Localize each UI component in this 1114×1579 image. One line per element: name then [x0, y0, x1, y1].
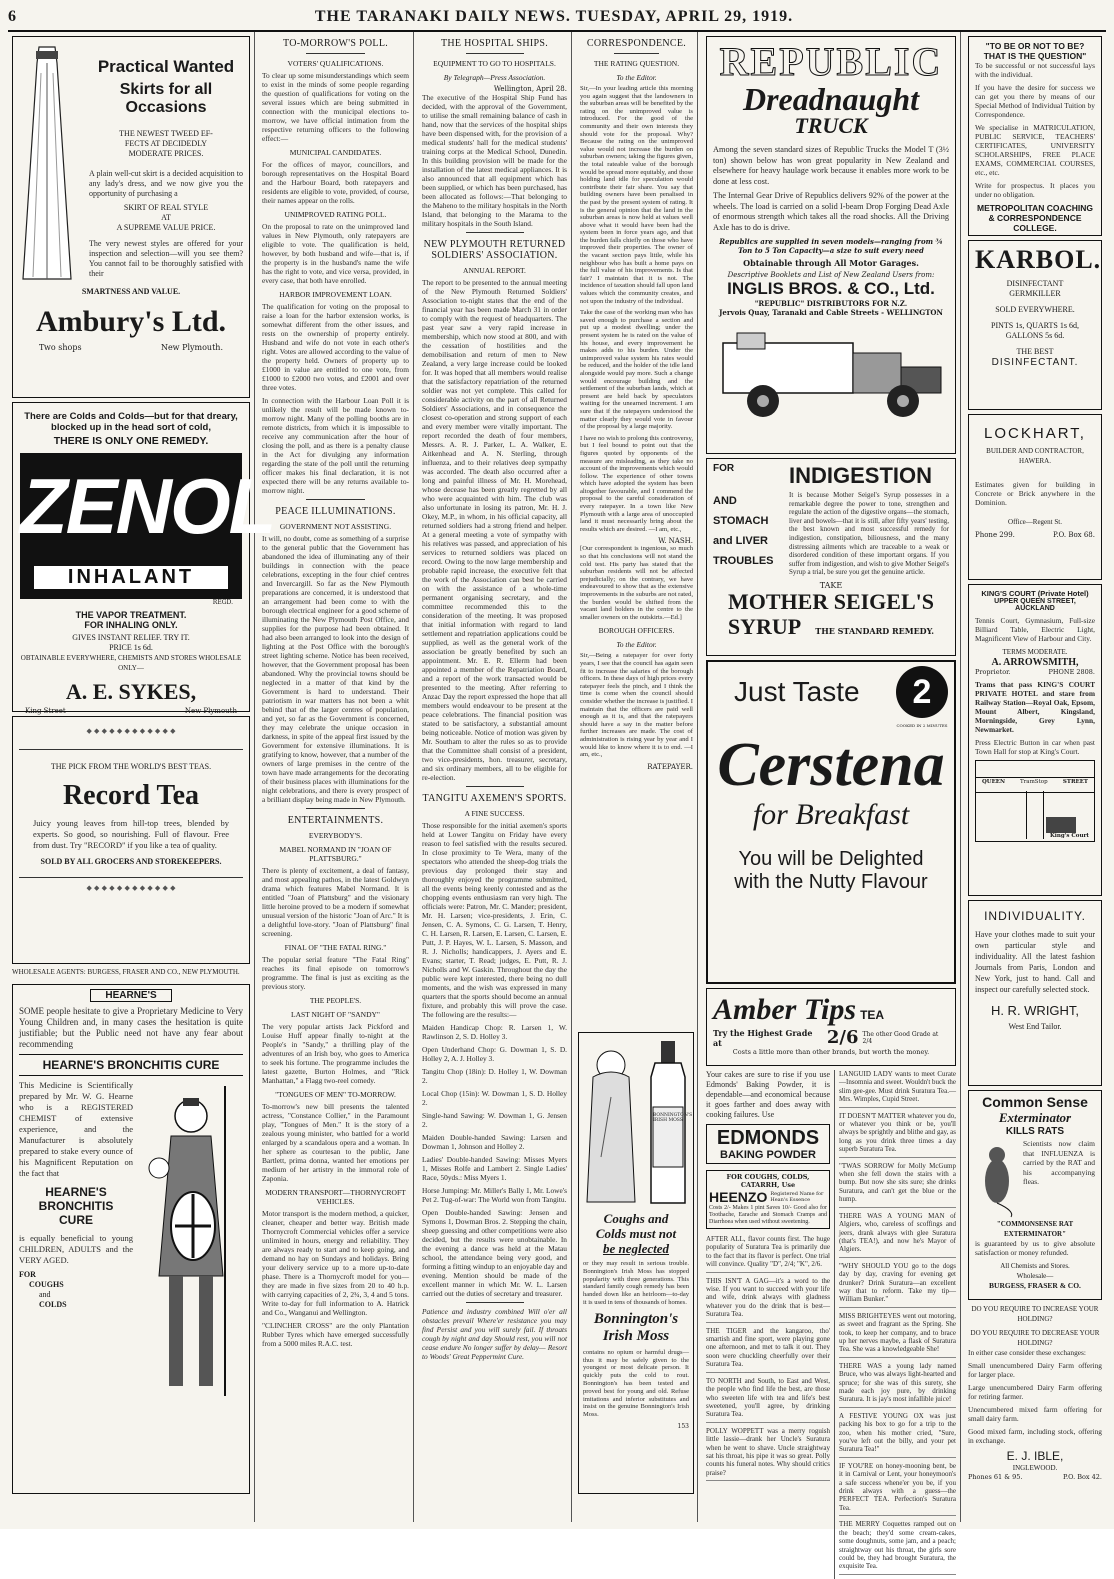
coughs-body-2: contains no opium or harmful drugs—thus it may be safely given to the youngest or most delicate person. It quickly puts the cold to rout. Bonnington's has been tested and proved best for young and old. Refuse imitations and inferior substitutes and insist on the genuine Bonnington's Irish Moss. — [583, 1348, 689, 1419]
karbol-dis2: DISINFECTANT. — [991, 357, 1079, 368]
lockhart-phone: Phone 299. — [975, 531, 1015, 539]
column-6 — [964, 32, 1106, 1522]
street-map — [975, 760, 1095, 842]
zenol-remedy: THERE IS ONLY ONE REMEDY. — [53, 435, 209, 447]
zenol-sykes: A. E. SYKES, — [65, 679, 197, 704]
lockhart-advert — [968, 414, 1102, 580]
cs-whole: Wholesale— — [1016, 1272, 1054, 1280]
karbol-advert — [968, 240, 1102, 410]
ambury-shops: Two shops — [39, 343, 82, 352]
ible-name: E. J. IBLE, — [1006, 1449, 1064, 1463]
kings-phone: PHONE 2808. — [1048, 668, 1095, 676]
map-kings-court: King's Court — [1050, 833, 1089, 839]
seigel-body: It is because Mother Seigel's Syrup possesses in a remarkable degree the power to tone, strengthen and regulate the action of the digestive organs—the stomach, liver and bowels—that it is still, after fifty years' testing, the best known and most successful remedy for indigestion, constipation, biliousness, and the many distressing ailments which are traceable to a weak or disordered condition of these important organs. If you suffer from indigestion, and wish to give Mother Seigel's Syrup a trial, be sure you get the genuine article. — [789, 491, 949, 577]
suratura-quip: IT DOESN'T MATTER whatever you do, or whatever you think or be, you'll always be sprightly and blithe and gay, as long as you drink three times a day superb Suratura Tea. — [839, 1112, 956, 1158]
article-paragraph: In connection with the Harbour Loan Poll it is unlikely the result will be made known to-morrow night. Many of the polling booths are in remote districts, from which it is impossible to receive any communication after the hour of closing the poll, and as there is a penalty clause in the Act for divulging any information regarding the state of the poll until the returning officer makes his final declaration, it is not expected there will be any returns available to-morrow night. — [262, 396, 409, 495]
heenzo-body: Costs 2/- Makes 1 pint Saves 10/- Good also for Toothache, Earache and Stomach Cramps and Diarrhoea when used without sweetening. — [709, 1205, 827, 1225]
to-editor: To the Editor. — [616, 73, 657, 82]
article-subheading: MODERN TRANSPORT—THORNYCROFT VEHICLES. — [265, 1188, 406, 1206]
ambury-value: A SUPREME VALUE PRICE. — [116, 223, 216, 232]
letter-signature: RATEPAYER. — [647, 762, 693, 771]
column-4 — [576, 32, 698, 1522]
republic-body-2: The Internal Gear Drive of Republics delivers 92% of the power at the wheels. The load is carried on a solid I-beam Drop Forging Dead Axle of enormous strength which takes all the road shocks. All the Driving Axle has to do is drive. — [713, 191, 949, 232]
ambury-line: THE NEWEST TWEED EF- — [119, 129, 213, 138]
republic-advert — [706, 36, 956, 454]
record-tea-advert — [12, 716, 250, 964]
ambury-line: FECTS AT DECIDEDLY — [124, 139, 208, 148]
kings-upper: UPPER QUEEN STREET, AUCKLAND — [994, 598, 1076, 612]
article-heading: TANGITU AXEMEN'S SPORTS. — [422, 793, 567, 804]
hearne-eq: is equally beneficial to young CHILDREN, ADULTS and the VERY AGED. — [19, 1233, 133, 1265]
kings-prop: Proprietor. — [975, 668, 1011, 676]
heenzo-reg: Registered Name for Hean's Essence — [770, 1191, 824, 1203]
hearne-name: HEARNE'S BRONCHITIS CURE — [19, 1054, 243, 1076]
lockhart-builder: BUILDER AND CONTRACTOR, — [986, 447, 1084, 455]
hearne-coughs: COUGHS — [29, 1280, 64, 1289]
karbol-pints: PINTS 1s, QUARTS 1s 6d, GALLONS 5s 6d. — [991, 321, 1079, 340]
ible-dy2: DO YOU REQUIRE TO DECREASE YOUR HOLDING? — [970, 1329, 1100, 1347]
kings-p3: Press Electric Button in car when past Town Hall for stop at King's Court. — [975, 738, 1095, 756]
record-sold: SOLD BY ALL GROCERS AND STOREKEEPERS. — [40, 857, 222, 866]
article-paragraph: To-morrow's new bill presents the talented actress, "Constance Collier," in the Paramount play, "Tongues of Men." It is the story of a zealous young minister, who battled for a world enlarged by a scandalous opera and a woman. In her sphere as courtesan to the public, Jane Bartlett, prima donna, wanted her emotions per medium of her artistry in the immoral role of Zaponia. — [262, 1102, 409, 1183]
article-heading: THE HOSPITAL SHIPS. — [440, 38, 549, 49]
suratura-quip: LANGUID LADY wants to meet Curate—Insomnia and sweet. Wouldn't buck the slim gee-gee. Must drink Suratura Tea.—Mrs. Wimples, Cupid Street. — [839, 1070, 956, 1108]
decor-top: ◆ ◆ ◆ ◆ ◆ ◆ ◆ ◆ ◆ ◆ ◆ ◆ — [19, 721, 243, 750]
article-heading: NEW PLYMOUTH RETURNED SOLDIERS' ASSOCIATION. — [423, 239, 566, 261]
hearne-tag: HEARNE'S — [90, 989, 172, 1002]
amber-try: Try the Highest Grade at — [713, 1027, 813, 1048]
kings-p1: Tennis Court, Gymnasium, Full-size Billiard Table, Electric Light, Magnificent View of Harbour and City. — [975, 616, 1095, 643]
kings-name: KING'S COURT (Private Hotel) — [981, 589, 1089, 598]
decor-bottom: ◆ ◆ ◆ ◆ ◆ ◆ ◆ ◆ ◆ ◆ ◆ ◆ — [19, 877, 243, 906]
coughs-h2: Colds must not — [595, 1226, 677, 1241]
zenol-town: New Plymouth — [184, 707, 237, 715]
heenzo-for: FOR COUGHS, COLDS, CATARRH, Use — [726, 1173, 810, 1189]
ambury-town: New Plymouth. — [160, 343, 223, 352]
suratura-quip: POLLY WOPPETT was a merry roguish little lassie—drank her Uncle's Suratura when he went to shave. Uncle straightway sat his throat, his pipe it was so great. Polly counts his funeral notes. Why should critics praise? — [706, 1427, 830, 1481]
wright-tailor: West End Tailor. — [1008, 1022, 1062, 1031]
quips-right — [839, 1070, 956, 1575]
verse: Patience and industry combined Will o'er all obstacles prevail Where'er resistance you may find Persist and you will surely fail. If throats cough by night and day Should rest, you will not cease endure No longer suffer by delay— Resort to Woods' Great Peppermint Cure. — [422, 1307, 567, 1361]
met-p3: We specialise in MATRICULATION, PUBLIC SERVICE, TEACHERS' CERTIFICATES, UNIVERSITY SCHOLARSHIPS, FREE PLACE EXAMS, COMMERCIAL COURSES, etc., etc. — [975, 123, 1095, 177]
result-line: Local Chop (15in): W. Dowman 1, S. D. Holley 2. — [422, 1089, 567, 1107]
ible-dy1: DO YOU REQUIRE TO INCREASE YOUR HOLDING? — [971, 1305, 1099, 1323]
bonnington-advert — [578, 1032, 694, 1494]
result-line: Tangitu Chop (18in): D. Holley 1, W. Dowman 2. — [422, 1067, 567, 1085]
zenol-inhaling: FOR INHALING ONLY. — [84, 620, 178, 630]
hearne-intro: SOME people hesitate to give a Proprietary Medicine to Very Young Children and, in many cases the hesitation is quite justifiable; but the Public need not have any fear about recommending — [19, 1006, 243, 1049]
bottle-illustration — [645, 1037, 691, 1207]
cs-title: "COMMONSENSE RAT EXTERMINATOR" — [996, 1220, 1074, 1238]
heenzo-advert — [706, 1170, 830, 1229]
result-line: Single-hand Sawing: W. Dowman 1, G. Jensen 2. — [422, 1111, 567, 1129]
suratura-quip: "TWAS SORROW for Molly McGump when she fell down the stairs with a bump. But now she sits sure; she drinks Suratura, and can't get the blue or the hump. — [839, 1162, 956, 1208]
editor-note: [Our correspondent is ingenious, so much so that his conclusions will not stand the cold test. His party has stated that the suburban residents will not be affected prejudicially; on the contrary, we have endeavoured to show that as the extensive improvements in the suburbs are not rated, the burden would be shifted from the vacant land holders in the centre to the smaller owners on the outskirts.—Ed.] — [580, 545, 693, 621]
hearne-colds: COLDS — [39, 1300, 67, 1309]
column-1 — [8, 32, 275, 1522]
ible-dy3: In either case consider these exchanges: — [968, 1348, 1086, 1357]
article-subheading: EVERYBODY'S. — [308, 831, 363, 840]
republic-name: Dreadnaught — [742, 81, 920, 117]
suratura-quip: THE MERRY Coquettes ramped out on the beach; they'd some cream-cakes, some doughnuts, some jam, and a peach; straightway out his throat, the girls sore could be, they had brought Suratura, the exquisite Tea. — [839, 1520, 956, 1574]
edmonds-name: EDMONDS — [716, 1127, 820, 1149]
seigel-and: AND — [713, 495, 737, 507]
article-paragraph: Motor transport is the modern method, a quicker, cleaner, cheaper and better way. British made Thornycroft Commercial vehicles offer a service unlimited in hours, energy and reliability. They are always ready to start and to keep going, and demand no hay on Sundays and holidays. Bring your delivery service up to a more up-to-date phase. There is a Thornycroft model for you—they are made in five sizes from 20 to 40 h.p. with carrying capacities of 2, 2¾, 3, 4 and 5 tons. Write to-day for full information to A. Hatrick and Co., Wanganui and Wellington. — [262, 1209, 409, 1317]
karbol-dis: DISINFECTANT — [1006, 279, 1064, 288]
article-paragraph: The popular serial feature "The Fatal Ring" reaches its final episode on tomorrow's programme. The final is just as exciting as the previous story. — [262, 955, 409, 991]
cs-body: Scientists now claim that INFLUENZA is carried by the RAT and his accompanying fleas. — [1023, 1139, 1095, 1186]
article-subheading: VOTERS' QUALIFICATIONS. — [287, 59, 384, 68]
kings-court-advert — [968, 584, 1102, 896]
article-subheading: A FINE SUCCESS. — [464, 809, 525, 818]
lockhart-footer — [975, 531, 1095, 539]
seigel-syrup: SYRUP — [727, 613, 802, 639]
met-question: "TO BE OR NOT TO BE? THAT IS THE QUESTION" — [983, 41, 1087, 61]
cerstena-advert — [706, 660, 956, 984]
seigel-liver: and LIVER — [713, 535, 769, 547]
met-p2: If you have the desire for success we can get you there by means of our Special Method of Individual Tuition by Correspondence. — [975, 83, 1095, 119]
result-line: Open Underhand Chop: G. Dowman 1, S. D. Holley 2, A. J. Holley 3. — [422, 1045, 567, 1063]
masthead-title: THE TARANAKI DAILY NEWS. TUESDAY, APRIL 29, 1919. — [314, 8, 794, 25]
ible-dy6: Unencumbered mixed farm offering for small dairy farm. — [968, 1405, 1102, 1423]
ible-pob: P.O. Box 42. — [1063, 1473, 1102, 1481]
hearne-body: This Medicine is Scientifically prepared by Mr. W. G. Hearne who is a REGISTERED CHEMIST of extensive experience, and the Manufacturer is absolutely prepared to stake every ounce of his Magnificent Reputation on the fact that — [19, 1080, 133, 1178]
article-heading: TO-MORROW'S POLL. — [282, 38, 389, 49]
edmonds-bp: BAKING POWDER — [720, 1149, 816, 1161]
zenol-obtainable: OBTAINABLE EVERYWHERE, CHEMISTS AND STORES WHOLESALE ONLY— — [20, 654, 242, 672]
article-subheading: THE RATING QUESTION. — [593, 59, 680, 68]
ible-dy7: Good mixed farm, including stock, offering in exchange. — [968, 1427, 1102, 1445]
knight-illustration — [133, 1076, 243, 1406]
seigel-take: TAKE — [819, 580, 843, 590]
cerstena-delighted: You will be Delighted — [738, 848, 924, 870]
ible-advert — [968, 1304, 1102, 1481]
article-subheading: GOVERNMENT NOT ASSISTING. — [279, 522, 392, 531]
seigel-troubles: TROUBLES — [713, 555, 774, 567]
met-p1: To be successful or not successful lays with the individual. — [975, 61, 1095, 79]
seigel-stomach: STOMACH — [713, 515, 769, 527]
bottle-label: BONNINGTON'S IRISH MOSS — [653, 1113, 693, 1123]
coughs-h1: Coughs and — [603, 1211, 669, 1226]
amber-note: Costs a little more than other brands, but worth the money. — [732, 1048, 930, 1056]
article-paragraph: There is plenty of excitement, a deal of fantasy, and most appealing pathos, in the latest Goldwyn drama which features Mabel Normand. It is entitled "Joan of Plattsburg" and the visionary little heroine proved to be a modern if somewhat unusual version of the historic "Joan of Arc." It is a delightful love-story. "Joan of Plattsburg" final screening. — [262, 866, 409, 938]
ambury-heading-2: Skirts for all Occasions — [119, 81, 213, 116]
cerstena-nutty: with the Nutty Flavour — [734, 871, 928, 893]
record-agents: WHOLESALE AGENTS: BURGESS, FRASER AND CO., NEW PLYMOUTH. — [12, 968, 240, 976]
skirt-illustration — [19, 43, 75, 293]
kings-footer — [975, 668, 1095, 676]
zenol-street: King Street — [25, 707, 66, 715]
article-heading: PEACE ILLUMINATIONS. — [275, 506, 396, 517]
zenol-inhalant: INHALANT — [34, 566, 228, 589]
map-tram: TramStop — [1020, 779, 1048, 785]
lockhart-est: Estimates given for building in Concrete or Brick anywhere in the Dominion. — [975, 480, 1095, 507]
irish-moss: Irish Moss — [602, 1327, 670, 1344]
ible-footer — [968, 1473, 1102, 1481]
seigel-standard: THE STANDARD REMEDY. — [815, 625, 935, 636]
article-subheading: LAST NIGHT OF "SANDY" — [291, 1010, 380, 1019]
seigel-conditions — [713, 491, 789, 581]
seigel-advert — [706, 458, 956, 656]
article-subheading: THE PEOPLE'S. — [309, 996, 362, 1005]
ambury-at: AT — [161, 213, 171, 222]
article-paragraph: The executive of the Hospital Ship Fund has decided, with the approval of the Government, to utilise the small remaining balance of cash in hand, now that the services of the hospital ships have been dispensed with, for the provision of a medical students' hall for the medical students' training corps at the Medical School, Dunedin. In this building provision will be made for the installation of the latest medical appliances. It is also announced that all equipment which has been supplied, or which has been purchased, has been allocated as follows:—That belonging to the Maheno to the military hospitals in the North Island, that belonging to the Marama to the military hospitals in the South Island. — [422, 93, 567, 228]
record-pick: THE PICK FROM THE WORLD'S BEST TEAS. — [50, 762, 212, 771]
letter-paragraph: Sir,—In your leading article this morning you again suggest that the landowners in the suburban areas will be benefited by the rating on the unimproved value is introduced. For the good of the community and their own interests they should vote for the proposal. Why? Because the rating on the unimproved value would not increase the burden on suburban owners; taking the figures given, the total rateable value of the borough would be spread more equitably, and those holding land idle for speculation would contribute their fair share. You say that building owners have been penalised in the past by the present system of rating. It is the general opinion that the land in the suburban areas is now held at values well above what it would have been had the system been in force years ago, and that the burden falls chiefly on those who have improved their properties. The owner of the vacant section pays little, while his neighbour who has built a home pays on the full value of his improvements. Is that fair? I maintain that it is not. The incidence of taxation should fall upon land values which the community creates, and not upon the industry of the individual. — [580, 85, 693, 305]
wright-name: H. R. WRIGHT, — [990, 1003, 1080, 1018]
article-subheading: FINAL OF "THE FATAL RING." — [284, 943, 387, 952]
letter-paragraph: Take the case of the working man who has saved enough to purchase a section and put up a modest dwelling; under the present system he is rated on the value of his house, and every improvement he makes adds to his burden. Under the unimproved value system his rates would be reduced, and the holder of the idle land alongside would pay more. Such a change would encourage building and the settlement of the suburban lands, which at present are held back by speculators waiting for the unearned increment. I am sure that if the ratepayers understood the matter clearly they would vote in favour of the proposal by a large majority. — [580, 309, 693, 431]
ambury-smartness: SMARTNESS AND VALUE. — [81, 287, 181, 296]
map-street: STREET — [1062, 779, 1088, 785]
ambury-heading-1: Practical Wanted — [97, 57, 235, 76]
column-3 — [418, 32, 572, 1522]
cerstena-for: for Breakfast — [752, 798, 910, 831]
record-name: Record Tea — [62, 780, 200, 811]
lockhart-pob: P.O. Box 68. — [1053, 531, 1095, 539]
hearne-and: and — [39, 1290, 51, 1299]
karbol-best: THE BEST — [1016, 347, 1054, 356]
article-subheading: MUNICIPAL CANDIDATES. — [289, 148, 382, 157]
seigel-indigestion: INDIGESTION — [789, 463, 933, 488]
zenol-price: PRICE 1s 6d. — [109, 643, 153, 652]
article-paragraph: It will, no doubt, come as something of a surprise to the general public that the Government has abandoned the idea of illuminating any of their buildings in connection with the peace celebrations, excepting in the four chief centres and Invercargill. So far as the New Plymouth preparations are concerned, it is understood that an arrangement had been come to with the borough electrical engineer for a good scheme of illuminating the New Plymouth Post Office, and supplies for the purpose had been obtained. It had also been arranged to look into the design of lighting at the Post Office with the borough's street lighting scheme. Notice has been received, however, that the Government proposal has been abandoned. Why the provincial towns should be neglected in a matter of that kind by the Government is hard to understand. Their patriotism in war matters has not been a whit behind that of the larger centres of population, and yet, so far as the Government is concerned, they may celebrate the unique occasion in darkness, in spite of the appeal first issued by the Government for extensive illuminations. It is gratifying to know, however, that a number of the owners of large premises in the centre of the town have made arrangements for the decorating of their business places with illuminations for the night celebrations, and there is every prospect of a brilliant display being made in New Plymouth. — [262, 534, 409, 804]
karbol-name: KARBOL. — [975, 245, 1102, 274]
article-paragraph: To clear up some misunderstandings which seem to exist in the minds of some people regarding the question of qualifications for voting on the several issues which are being submitted in connection with the municipal elections to-morrow, we have official intimation from the respective returning officers to the following effect:— — [262, 71, 409, 143]
dateline-place: Wellington, April 28. — [493, 85, 567, 93]
article-paragraph: The report to be presented to the annual meeting of the New Plymouth Returned Soldiers' Association to-night states that the end of the financial year has been made March 31 in order to comply with the request of headquarters. The past year saw a very rapid increase in membership, which now stood at 800, and with the cessation of hostilities and the demobilisation and return of men to New Zealand, a very large increase could be looked for. It was hoped that all members would realise that the satisfactory repatriation of the returned soldier was not yet complete. This called for considerable activity on the part of all Returned Soldiers' Associations, and in consequence the closest co-operation and strong support of each and every member were vitally important. The report recorded the death of four members, Messrs. A. R. J. Parker, L. A. Walker, E. Aitkenhead and A. N. Sterling, through influenza, and to their relatives deep sympathy was accorded. The death also occurred after a long and painful illness of Mr. H. Morehead, whose decease has been greatly regretted by all who were acquainted with him. The club was also unfortunate in losing its patron, Mr. H. J. Okey, M.P., in whom, in his official capacity, all returned soldiers had a strong friend and helper. At a general meeting a vote of sympathy with his relatives was passed, and appreciation of his services to returned soldiers was placed on record. Owing to the now large membership and probable rapid increase, the executive felt that the work of the Association can best be carried on with the assistance of a whole-time permanent organising secretary, and the committee recommended this to the consideration of the meeting. It was proposed that initial information with regard to land settlement and repatriation applications could be supplied, as well as the general work of the association be greatly benefited by such an appointment. Mr. E. R. Ellerm had been appointed a member of the Repatriation Board, and a report of the work transacted would be presented to the meeting. After referring to Anzac Day the report expressed the hope that all members would endeavour to be present at the peace celebrations. The financial position was stated to be satisfactory, a substantial amount being noticeable. Notice of motion was given by Mr. Southam to alter the rules so as to provide that the Committee shall consist of a president, two vice-presidents, hon. treasurer, secretary, and six ordinary members, all to be eligible for re-election. — [422, 278, 567, 782]
zenol-logo — [20, 453, 275, 599]
article-paragraph: Those responsible for the initial axemen's sports held at Lower Tangitu on Friday have every reason to feel satisfied with the results secured. In close proximity to Te Wera, many of the spectators who attended the sheep-dog trials the previous day prolonged their stay and thoroughly enjoyed the programme submitted, all the events being keenly contested and as the chopping events enthusiasm ran very high. The officials were: Patron, Mr. C. Mander; president, Mr. H. Larsen; vice-presidents, J. Erin, C. Jensen, C. A. Symons, C. G. Larsen, T. Henry, C. H. Larsen, R. Larsen, E. Larsen, C. Larsen, E. Putt, J. P. Hayes, W. L. Larsen, S. Masson, and R. J. Nicholls; handicappers, J. Ayers and E. Evans; starter, T. Read; judges, E. Putt, R. J. Nicholls and W. Gaskin. Throughout the day the public were kept interested, there being no dull moments, and the wish was expressed in many quarters that the sports should become an annual fixture, and probably this will prove the case. The following are the results:— — [422, 821, 567, 1019]
edmonds-intro: Your cakes are sure to rise if you use Edmonds' Baking Powder, it is dependable—and economical because it goes farther and does away with cooking failures. Use — [706, 1070, 830, 1119]
cs-line-1: Common Sense — [982, 1094, 1088, 1110]
metropolitan-advert — [968, 36, 1102, 236]
kings-p2: Trams that pass KING'S COURT PRIVATE HOTEL and stare from Railway Station—Royal Oak, Epsom, Mount Albert, Kingsland, Morningside, Grey Lynn, Newmarket. — [975, 680, 1095, 734]
kings-arrow: A. ARROWSMITH, — [991, 657, 1079, 668]
cs-kills: KILLS RATS — [1005, 1126, 1065, 1137]
suratura-quip: TO NORTH and South, to East and West, the people who find life the best, are those who sweeten life with tea and life's best sweetened, you'll agree, by drinking Suratura Tea. — [706, 1377, 830, 1423]
article-paragraph: For the offices of mayor, councillors, and borough representatives on the Hospital Board and the Harbour Board, both ratepayers and residents are eligible to vote, provided, of course, their names appear on the rolls. — [262, 160, 409, 205]
article-paragraph: The qualification for voting on the proposal to raise a loan for the harbor extension works, is somewhat different from the other issues, and rests on the ownership of property entirely. Husband and wife do not vote in each other's right. Votes are allowed according to the value of the property held. Owners of property up to £1000 in value are entitled to one vote, from £1000 to £2000 two votes, and £2001 and over three votes. — [262, 302, 409, 392]
coughs-no: 153 — [677, 1422, 689, 1430]
hearne-for: FOR — [19, 1270, 36, 1279]
suratura-quip: THE TIGER and the kangaroo, tho' smartish and fine sport, were playing gone one afternoon, and met to talk it out. They soon were chuckling cheerfully over their Suratura Tea. — [706, 1327, 830, 1373]
article-paragraph: On the proposal to rate on the unimproved land values in New Plymouth, only ratepayers are eligible to vote. The qualification is held, however, by both husband and wife—that is, if the property is in the husband's name the wife has the right to vote, and vice versa, provided, in every case, that both have enrolled. — [262, 222, 409, 285]
cerstena-just: Just Taste — [734, 676, 860, 707]
letter-paragraph: Sir,—Being a ratepayer for over forty years, I see that the council has again seen fit to increase the salaries of the borough officers. In these days of high prices every ratepayer feels the pinch, and I think the time is come when the council should consider whether the increase is justified. I maintain that the officers are paid well enough as it is, and that the ratepayers should have a say in the matter before further increases are made. The cost of administration is rising year by year and I would like to know where it is to end. —I am, etc., — [580, 652, 693, 759]
republic-obtainable: Obtainable through All Motor Garages. — [743, 258, 919, 268]
met-name: METROPOLITAN COACHING & CORRESPONDENCE COLLEGE. — [976, 203, 1093, 233]
quips-left — [706, 1235, 830, 1481]
ible-phones: Phones 61 & 95. — [968, 1473, 1023, 1481]
article-subheading: MABEL NORMAND IN "JOAN OF PLATTSBURG." — [279, 845, 392, 863]
dateline: By Telegraph—Press Association. — [443, 73, 546, 82]
cs-bf: BURGESS, FRASER & CO. — [989, 1281, 1081, 1290]
cs-line-2: Exterminator — [998, 1110, 1072, 1125]
amber-other: The other Good Grade at 2/4 — [862, 1030, 939, 1045]
republic-brand: REPUBLIC — [719, 39, 943, 84]
hearne-n3: BRONCHITIS — [38, 1199, 114, 1213]
wright-advert — [968, 900, 1102, 1086]
article-subheading: BOROUGH OFFICERS. — [598, 626, 675, 636]
karbol-sold: SOLD EVERYWHERE. — [995, 305, 1075, 314]
hearne-advert — [12, 984, 250, 1494]
masthead — [8, 4, 1106, 32]
lockhart-office: Office—Regent St. — [1008, 518, 1062, 526]
article-subheading: HARBOR IMPROVEMENT LOAN. — [279, 290, 392, 299]
kings-terms: TERMS MODERATE. — [1002, 648, 1068, 656]
result-line: Ladies' Double-handed Sawing: Misses Myers 1, Misses Rolfe and Lambert 2. Single Ladies' Race, 50yds.: Miss Myers 1. — [422, 1155, 567, 1182]
suratura-quip: MISS BRIGHTEYES went out motoring, as sweet and fragrant as the Spring. She took, to keep her company, and to brace up her nerves maybe, a flask of Suratura Tea. She was a knowledgeable She! — [839, 1312, 956, 1358]
lockhart-hawera: HAWERA. — [1019, 457, 1051, 465]
amber-tips-advert — [706, 988, 956, 1066]
suratura-quip: THERE WAS A YOUNG MAN of Algiers, who, careless of scoffings and jeers, drank always with glee Suratura (that's TEA!), and now he's Mayor of Algiers. — [839, 1212, 956, 1258]
record-body: Juicy young leaves from hill-top trees, blended by experts. So good, so nourishing. Full of flavour. Free from dust. Try "RECORD" if you like a tea of quality. — [33, 818, 229, 850]
badge-number: 2 — [912, 672, 932, 711]
article-paragraph: The very popular artists Jack Pickford and Louise Huff appear finally to-night at the People's in "Sandy," a thrilling play of the adventures of an Irish boy, who goes to America to seek his fortune. The programme includes the latest gazette, Burton Holmes, and "Rick Manhattan," a Flagg two-reel comedy. — [262, 1022, 409, 1085]
to-editor: To the Editor. — [616, 640, 657, 650]
article-subheading: EQUIPMENT TO GO TO HOSPITALS. — [433, 59, 556, 68]
zenol-regd: REGD. — [212, 599, 233, 606]
zenol-relief: GIVES INSTANT RELIEF. TRY IT. — [72, 633, 190, 642]
suratura-quip: THIS ISN'T A GAG—it's a word to the wise. If you want to succeed with your life and wife, drink always with gladness whatever you do the drink that is best—Suratura Tea. — [706, 1277, 830, 1323]
lockhart-name: LOCKHART, — [984, 425, 1086, 442]
rat-exterminator-advert — [968, 1090, 1102, 1300]
seigel-for: FOR — [713, 463, 735, 474]
cooked-badge — [896, 666, 948, 728]
republic-body-1: Among the seven standard sizes of Republic Trucks the Model T (3½ ton) shown below has won great popularity in New Zealand and elsewhere for heavy haulage work because it enables more work to be done at less cost. — [713, 145, 949, 186]
suratura-quip: A FESTIVE YOUNG OX was just packing his box to go for a trip to the zoo, when his mother cried, "Sure, you've left out the billy, and your pet Suratura Tea!" — [839, 1412, 956, 1458]
article-paragraph: "CLINCHER CROSS" are the only Plantation Rubber Tyres which have emerged successfully from a 5000 miles R.A.C. test. — [262, 1321, 409, 1348]
amber-price: 2/6 — [826, 1027, 859, 1048]
inglis-addr: Jervois Quay, Taranaki and Cable Streets - WELLINGTON — [719, 308, 943, 317]
page-number: 6 — [8, 8, 16, 25]
karbol-germ: GERMKILLER — [1009, 289, 1061, 298]
republic-body-3: Republics are supplied in seven models—ranging from ¾ Ton to 5 Ton Capacity—a size to suit every need — [719, 237, 943, 255]
wright-heading: INDIVIDUALITY. — [984, 909, 1086, 923]
column-2 — [258, 32, 414, 1522]
ambury-advert — [12, 36, 250, 398]
letter-signature: W. NASH. — [658, 537, 693, 546]
suratura-quip: "WHY SHOULD YOU go to the dogs day by day, craving for evening get drunker? Drink Suratura—an excellent way that to reform. Take my tip—William Bunker." — [839, 1262, 956, 1308]
zenol-brand: ZENOL — [20, 462, 275, 550]
suratura-quip: THERE WAS a young lady named Bruce, who was always light-hearted and spruce; for she was of this surety, she made each joy pure, by drinking Suratura. It is jay's most infallible juice! — [839, 1362, 956, 1408]
republic-truck: TRUCK — [794, 113, 868, 138]
amber-tea: TEA — [860, 1008, 885, 1022]
zenol-intro: There are Colds and Colds—but for that dreary, blocked up in the head sort of cold, — [24, 411, 238, 433]
truck-illustration — [713, 323, 949, 423]
cerstena-name: Cerstena — [717, 731, 945, 799]
woman-illustration — [583, 1037, 641, 1207]
cs-chemists: All Chemists and Stores. — [1000, 1262, 1070, 1270]
rat-illustration — [975, 1139, 1019, 1219]
result-line: Maiden Handicap Chop: R. Larsen 1, W. Rawlinson 2, S. D. Holley 3. — [422, 1023, 567, 1041]
amber-name: Amber Tips — [713, 993, 857, 1026]
ible-dy4: Small unencumbered Dairy Farm offering for larger place. — [968, 1361, 1102, 1379]
wright-body: Have your clothes made to suit your own particular style and individuality. All the latest fashion Journals from Paris, London and New York, just to hand. Call and inspect our carefully selected stock. — [975, 930, 1095, 994]
ambury-footer — [19, 339, 243, 352]
bonnington-brand: Bonnington's — [593, 1310, 679, 1327]
edmonds-logo — [706, 1124, 830, 1164]
heenzo-name: HEENZO — [709, 1189, 768, 1205]
ambury-name: Ambury's Ltd. — [35, 305, 227, 338]
zenol-advert — [12, 402, 275, 715]
suratura-quip: IF YOU'RE on honey-mooning bent, be it in Carnival or Lent, your honeymoon's a safe success whene'er you be, if you drink always with a guess—the PERFECT TEA. Perfection's Suratura Tea. — [839, 1462, 956, 1516]
ambury-body-2: The very newest styles are offered for your inspection and selection—will you see them? You cannot fail to be thoroughly satisfied with their — [89, 239, 243, 278]
republic-desc: Descriptive Booklets and List of New Zealand Users from: — [727, 271, 935, 279]
result-line: Horse Jumping: Mr. Miller's Bally 1, Mr. Lowe's Pet 2. Tug-of-war: The World won from Tangitu. — [422, 1186, 567, 1204]
coughs-body: or they may result in serious trouble. Bonnington's Irish Moss has stopped popularity with three generations. This standard family cough remedy has been handed down like an heirloom—to-day it is used in tens of thousands of homes. — [583, 1260, 689, 1306]
article-subheading: "TONGUES OF MEN" TO-MORROW. — [275, 1090, 396, 1099]
zenol-vapor: THE VAPOR TREATMENT. — [75, 610, 187, 620]
suratura-quip: AFTER ALL, flavor counts first. The huge popularity of Suratura Tea is primarily due to the fact that its flavor is perfect. One trial will convince. Quality "D", 2/4; "K", 2/6. — [706, 1235, 830, 1273]
hearne-n4: CURE — [58, 1213, 93, 1227]
letter-paragraph: I have no wish to prolong this controversy, but I feel bound to point out that the figures quoted by opponents of the measure are misleading, as they take no account of the improvements which would follow. The experience of other towns which have adopted the system has been altogether favourable, and I commend the proposal to the careful consideration of every ratepayer. In a town like New Plymouth with a large area of unoccupied land it must necessarily bring about the results which are desired. —I am, etc., — [580, 434, 693, 533]
ible-ingle: INGLEWOOD. — [1012, 1464, 1058, 1472]
cs-guarantee: is guaranteed by us to give absolute satisfaction or money refunded. — [975, 1239, 1095, 1257]
article-subheading: UNIMPROVED RATING POLL. — [284, 210, 387, 219]
ambury-line: MODERATE PRICES. — [128, 149, 204, 158]
map-queen: QUEEN — [982, 779, 1005, 785]
article-subheading: ANNUAL REPORT. — [463, 266, 526, 275]
ambury-skirt: SKIRT OF REAL STYLE — [123, 203, 209, 212]
ambury-body: A plain well-cut skirt is a decided acquisition to any lady's dress, and we now give you the opportunity of purchasing a — [89, 169, 243, 198]
hearne-n2: HEARNE'S — [45, 1185, 107, 1199]
article-heading: ENTERTAINMENTS. — [287, 815, 384, 826]
article-paragraph: Open Double-handed Sawing: Jensen and Symons 1, Dowman Bros. 2. Stepping the chain, sheep guessing and other competitions were also decided, but the results were unobtainable. In the evening a dance was held at the Matau school, the attendance being very good, and forming a fitting windup to an enjoyable day and evening. Mention should be made of the excellent manner in which Mr. W. L. Larsen carried out the duties of secretary and treasurer. — [422, 1208, 567, 1298]
article-heading: CORRESPONDENCE. — [586, 38, 687, 49]
result-line: Maiden Double-handed Sawing: Larsen and Dowman 1, Johnson and Holley 2. — [422, 1133, 567, 1151]
inglis-name: INGLIS BROS. & CO., Ltd. — [727, 279, 935, 298]
badge-text: COOKED IN 2 MINUTES — [896, 723, 948, 728]
met-p4: Write for prospectus. It places you under no obligation. — [975, 181, 1095, 199]
coughs-h3: be neglected — [602, 1241, 670, 1256]
seigel-name: MOTHER SEIGEL'S — [727, 588, 934, 614]
inglis-dist: "REPUBLIC" DISTRIBUTORS FOR N.Z. — [754, 299, 908, 308]
ible-dy5: Large unencumbered Dairy Farm offering for retiring farmer. — [968, 1383, 1102, 1401]
column-5 — [702, 32, 961, 1571]
